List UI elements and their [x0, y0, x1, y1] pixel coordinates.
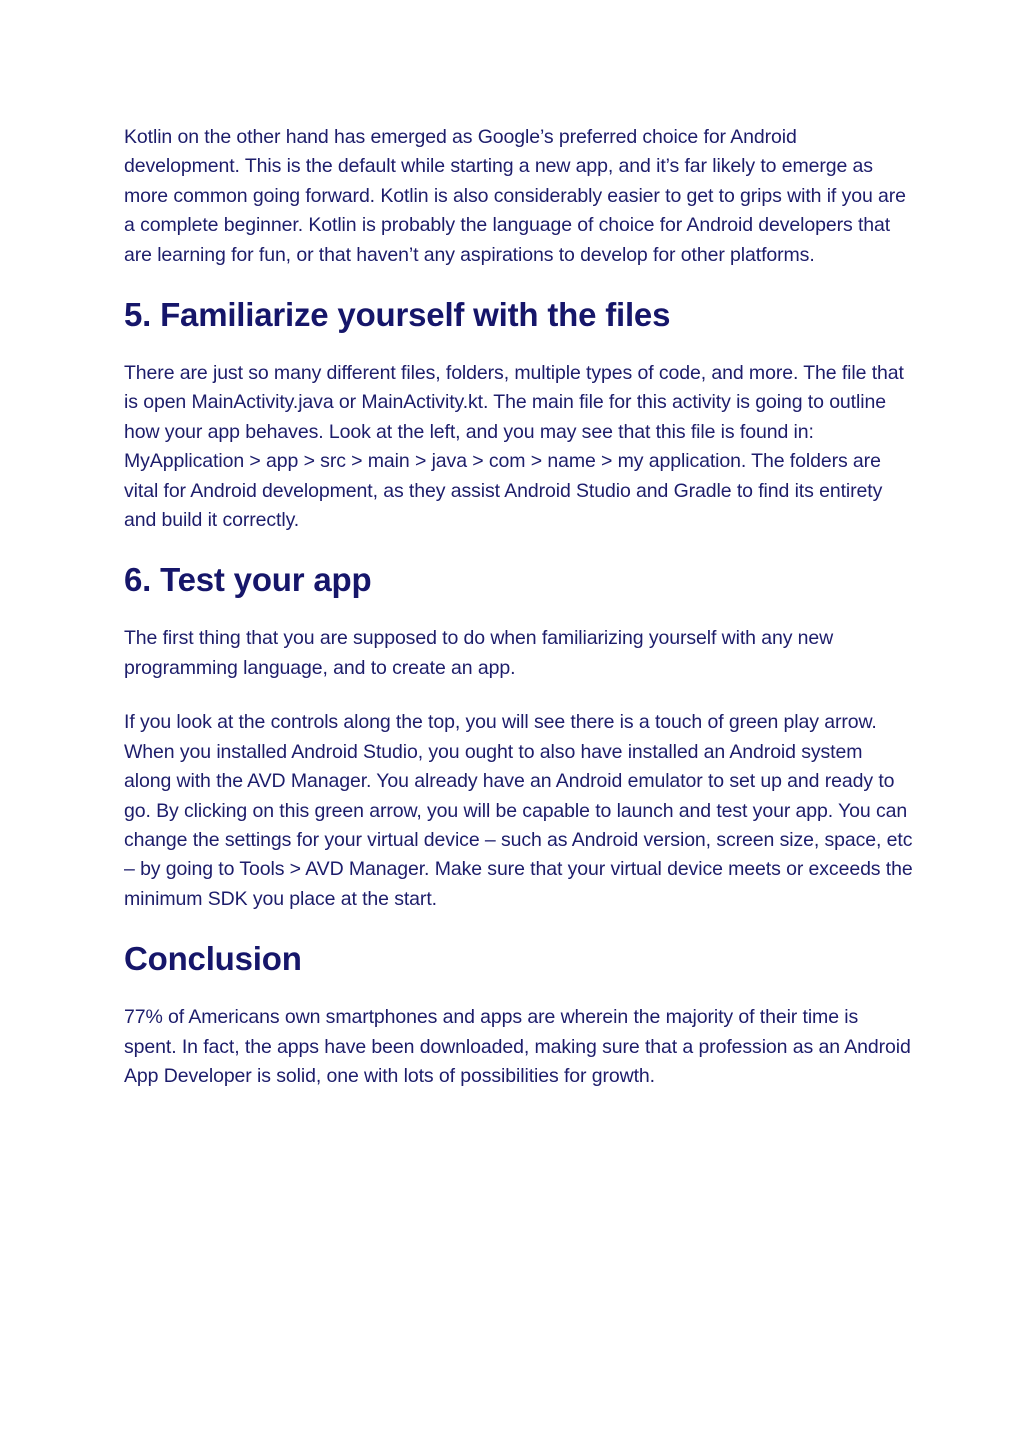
section-files-paragraph: There are just so many different files, folders, multiple types of code, and more. The file that is open MainActivity.java or MainActivity.kt. The main file for this activity is going to outline how your app behaves. Look at the left, and you may see that this file is found in: MyApplication > app > src > main > java > com > name > my application. The folders are vital for Android development, as they assist Android Studio and Gradle to find its entirety and build it correctly. [124, 362, 904, 532]
section-heading-conclusion: Conclusion [124, 940, 302, 978]
section-conclusion-paragraph: 77% of Americans own smartphones and apps are wherein the majority of their time is spent. In fact, the apps have been downloaded, making sure that a profession as an Android App Developer is solid, one with lots of possibilities for growth. [124, 1006, 911, 1087]
section-heading-files: 5. Familiarize yourself with the files [124, 296, 671, 334]
section-test-app-paragraph-2: If you look at the controls along the top, you will see there is a touch of green play arrow. When you installed Android Studio, you ought to also have installed an Android system along with the AVD Manager. You already have an Android emulator to set up and ready to go. By clicking on this green arrow, you will be capable to launch and test your app. You can change the settings for your virtual device – such as Android version, screen size, space, etc – by going to Tools > AVD Manager. Make sure that your virtual device meets or exceeds the minimum SDK you place at the start. [124, 711, 913, 910]
intro-paragraph: Kotlin on the other hand has emerged as Google’s preferred choice for Android development. This is the default while starting a new app, and it’s far likely to emerge as more common going forward. Kotlin is also considerably easier to get to grips with if you are a complete beginner. Kotlin is probably the language of choice for Android developers that are learning for fun, or that haven’t any aspirations to develop for other platforms. [124, 126, 906, 266]
document-page [124, 123, 914, 1091]
section-test-app-paragraph-1: The first thing that you are supposed to do when familiarizing yourself with any new programming language, and to create an app. [124, 627, 834, 679]
section-heading-test-app: 6. Test your app [124, 561, 372, 599]
